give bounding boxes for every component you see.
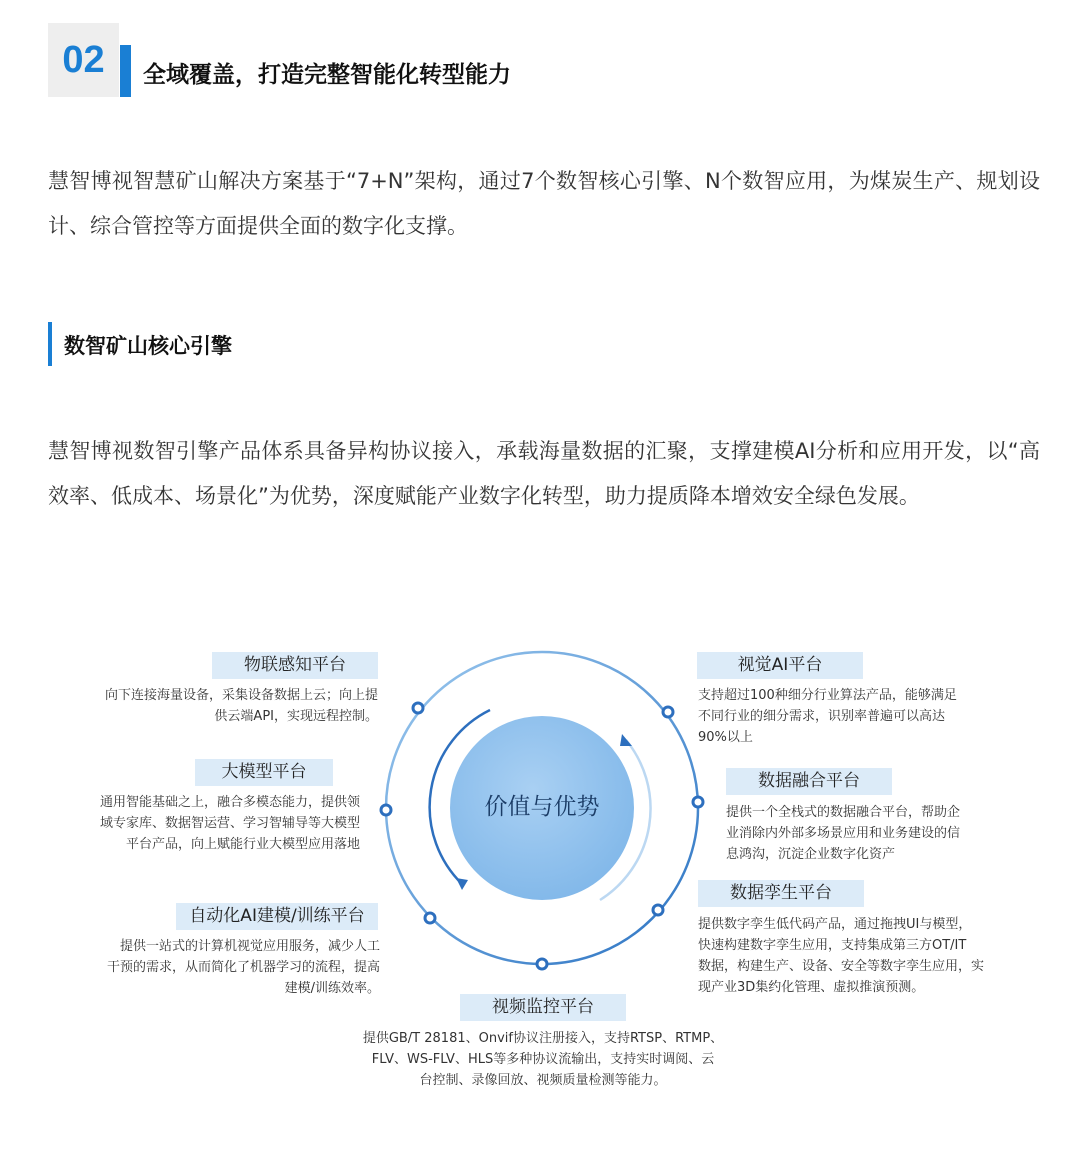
platform-title-llm: 大模型平台 — [195, 759, 333, 786]
node-dot-vision — [663, 707, 673, 717]
section-title: 全域覆盖，打造完整智能化转型能力 — [143, 62, 511, 88]
node-dot-llm — [381, 805, 391, 815]
right-arrow-head — [620, 734, 632, 746]
platform-desc-fusion: 提供一个全栈式的数据融合平台，帮助企 业消除内外部多场景应用和业务建设的信 息鸿沟，沉淀企业数字化资产 — [726, 805, 961, 862]
node-dot-video — [537, 959, 547, 969]
subsection-bar — [48, 322, 52, 366]
node-dot-iot — [413, 703, 423, 713]
platform-title-vision: 视觉AI平台 — [697, 652, 863, 679]
platform-diagram — [0, 600, 1079, 1120]
platform-title-video: 视频监控平台 — [460, 994, 626, 1021]
section-number-bar — [120, 45, 131, 97]
platform-title-twin: 数据孪生平台 — [698, 880, 864, 907]
node-dot-fusion — [693, 797, 703, 807]
node-dot-automl — [425, 913, 435, 923]
platform-desc-twin: 提供数字孪生低代码产品，通过拖拽UI与模型， 快速构建数字孪生应用，支持集成第三方OT/IT 数据，构建生产、设备、安全等数字孪生应用，实 现产业3D集约化管理、虚拟推演预测。 — [698, 917, 985, 995]
platform-desc-iot: 向下连接海量设备，采集设备数据上云；向上提 供云端API，实现远程控制。 — [104, 688, 378, 724]
node-dot-twin — [653, 905, 663, 915]
left-arrow-head — [456, 878, 468, 890]
intro-paragraph: 慧智博视智慧矿山解决方案基于“7+N”架构，通过7个数智核心引擎、N个数智应用，为煤炭生产、规划设计、综合管控等方面提供全面的数字化支撑。 — [48, 169, 1040, 238]
subsection-title: 数智矿山核心引擎 — [64, 334, 232, 358]
platform-desc-llm: 通用智能基础之上，融合多模态能力，提供领 域专家库、数据智运营、学习智辅导等大模型 平台产品，向上赋能行业大模型应用落地 — [99, 795, 360, 852]
platform-title-iot: 物联感知平台 — [212, 652, 378, 679]
platform-desc-video: 提供GB/T 28181、Onvif协议注册接入，支持RTSP、RTMP、 FLV、WS-FLV、HLS等多种协议流输出，支持实时调阅、云 台控制、录像回放、视频质量检测等能力。 — [362, 1031, 724, 1088]
section-number: 02 — [48, 23, 119, 97]
center-label: 价值与优势 — [484, 794, 600, 820]
platform-title-automl: 自动化AI建模/训练平台 — [176, 903, 378, 930]
platform-desc-vision: 支持超过100种细分行业算法产品，能够满足 不同行业的细分需求，识别率普遍可以高达 90%以上 — [698, 688, 957, 745]
platform-title-fusion: 数据融合平台 — [726, 768, 892, 795]
subsection-paragraph: 慧智博视数智引擎产品体系具备异构协议接入，承载海量数据的汇聚，支撑建模AI分析和应用开发，以“高效率、低成本、场景化”为优势，深度赋能产业数字化转型，助力提质降本增效安全绿色发展。 — [48, 439, 1040, 508]
platform-desc-automl: 提供一站式的计算机视觉应用服务，减少人工 干预的需求，从而简化了机器学习的流程，提高 建模/训练效率。 — [106, 939, 380, 996]
